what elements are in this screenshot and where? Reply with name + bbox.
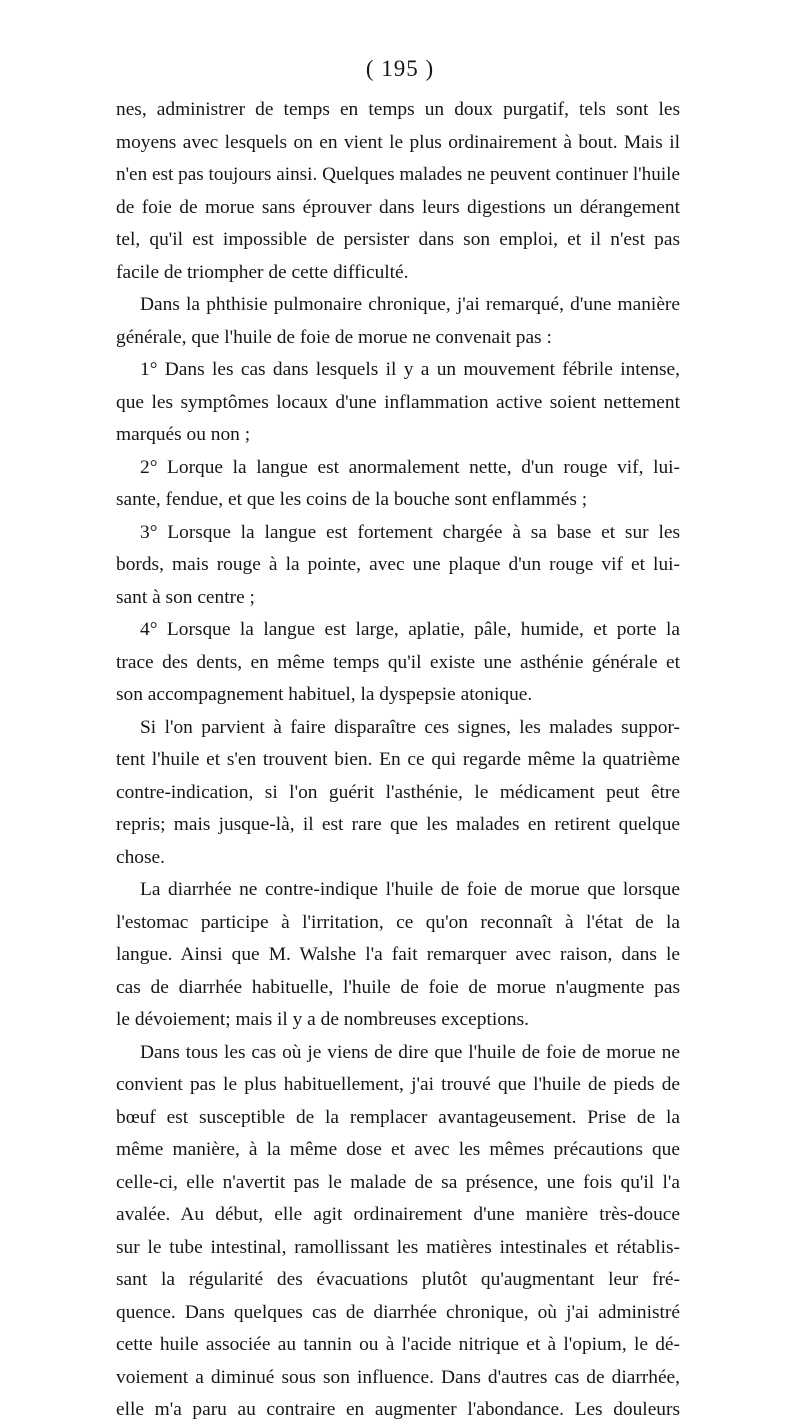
text-line: Dans la phthisie pulmonaire chronique, j'ai remarqué, d'une manière [140,294,680,315]
text-line: cas de diarrhée habituelle, l'huile de foie de morue n'augmente pas [116,976,680,998]
text-line: n'en est pas toujours ainsi. Quelques malades ne peuvent continuer l'huile [116,164,680,185]
text-line: convient pas le plus habituellement, j'ai trouvé que l'huile de pieds de [116,1074,680,1095]
text-line: facile de triompher de cette difficulté. [116,261,409,283]
text-line: bœuf est susceptible de la remplacer avantageusement. Prise de la [116,1106,680,1128]
text-line: La diarrhée ne contre-indique l'huile de foie de morue que lorsque [140,879,680,900]
text-line: sur le tube intestinal, ramollissant les matières intestinales et rétablis- [116,1236,680,1258]
text-line: contre-indication, si l'on guérit l'asthénie, le médicament peut être [116,781,680,803]
text-line: bords, mais rouge à la pointe, avec une plaque d'un rouge vif et lui- [116,554,680,575]
text-line: elle m'a paru au contraire en augmenter l'abondance. Les douleurs [116,1399,680,1420]
text-line: marqués ou non ; [116,424,251,445]
text-line: que les symptômes locaux d'une inflammation active soient nettement [116,391,680,413]
text-line: 3° Lorsque la langue est fortement chargée à sa base et sur les [140,521,680,543]
text-line: générale, que l'huile de foie de morue ne convenait pas : [116,326,552,348]
text-line: de foie de morue sans éprouver dans leurs digestions un dérangement [116,196,680,218]
text-line: avalée. Au début, elle agit ordinairement d'une manière très-douce [116,1204,680,1225]
text-line: repris; mais jusque-là, il est rare que les malades en retirent quelque [116,814,680,835]
text-line: moyens avec lesquels on en vient le plus ordinairement à bout. Mais il [116,131,680,153]
text-line: celle-ci, elle n'avertit pas le malade de sa présence, une fois qu'il l'a [116,1171,680,1193]
text-line: l'estomac participe à l'irritation, ce qu'on reconnaît à l'état de la [116,911,680,933]
page-number: ( 195 ) [365,56,435,81]
text-line: nes, administrer de temps en temps un doux purgatif, tels sont les [116,99,680,120]
text-line: Dans tous les cas où je viens de dire que l'huile de foie de morue ne [140,1041,680,1063]
text-line: son accompagnement habituel, la dyspepsie atonique. [116,684,533,705]
text-line: langue. Ainsi que M. Walshe l'a fait remarquer avec raison, dans le [116,944,680,965]
text-line: 2° Lorque la langue est anormalement nette, d'un rouge vif, lui- [140,456,680,478]
text-line: tent l'huile et s'en trouvent bien. En ce qui regarde même la quatrième [116,749,680,770]
text-line: chose. [116,846,165,868]
text-line: 1° Dans les cas dans lesquels il y a un mouvement fébrile intense, [140,359,680,380]
text-line: sant à son centre ; [116,586,255,608]
text-line: quence. Dans quelques cas de diarrhée chronique, où j'ai administré [116,1301,680,1323]
text-line: tel, qu'il est impossible de persister dans son emploi, et il n'est pas [116,229,680,250]
text-line: le dévoiement; mais il y a de nombreuses exceptions. [116,1009,530,1030]
text-line: 4° Lorsque la langue est large, aplatie, pâle, humide, et porte la [140,619,680,640]
text-line: voiement a diminué sous son influence. Dans d'autres cas de diarrhée, [116,1366,680,1388]
text-line: Si l'on parvient à faire disparaître ces signes, les malades suppor- [140,716,680,738]
text-line: sante, fendue, et que les coins de la bouche sont enflammés ; [116,489,588,510]
text-line: cette huile associée au tannin ou à l'acide nitrique et à l'opium, le dé- [116,1334,680,1355]
text-line: sant la régularité des évacuations plutôt qu'augmentant leur fré- [116,1269,680,1290]
text-line: trace des dents, en même temps qu'il existe une asthénie générale et [116,651,680,673]
body-text [116,94,680,1427]
text-line: même manière, à la même dose et avec les mêmes précautions que [116,1139,680,1160]
